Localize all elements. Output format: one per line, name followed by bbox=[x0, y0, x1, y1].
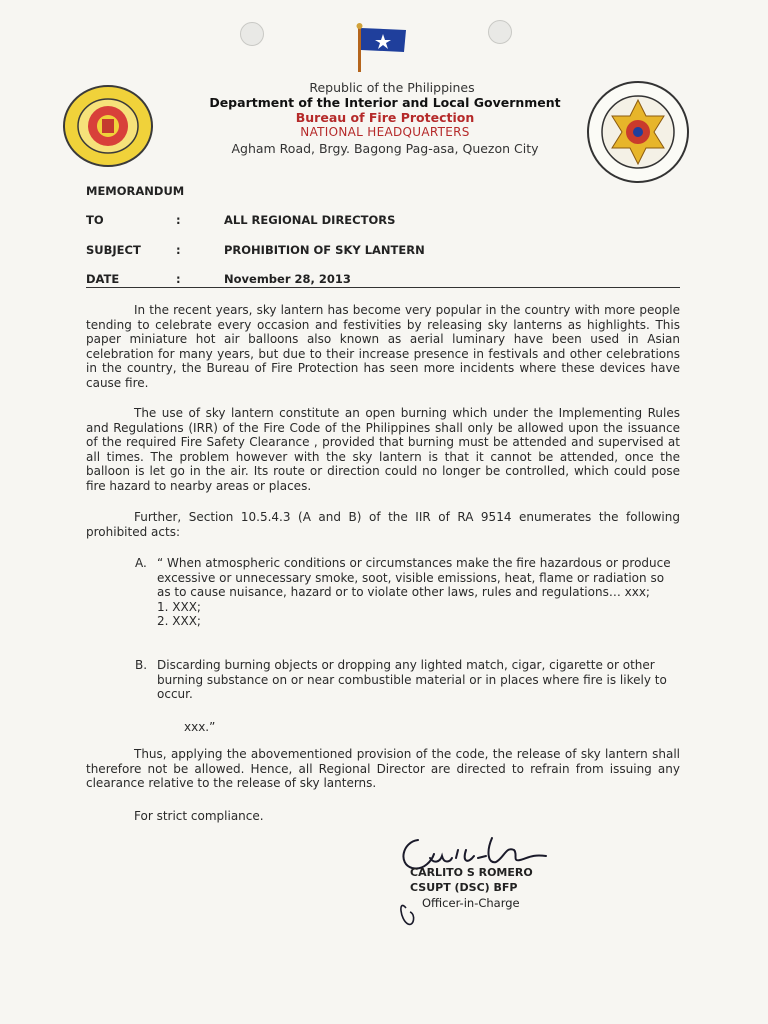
paragraph-2 bbox=[86, 406, 680, 494]
flag-icon bbox=[352, 22, 412, 74]
item-b-marker: B. bbox=[135, 658, 148, 672]
department-line: Department of the Interior and Local Government bbox=[209, 95, 561, 110]
address-line: Agham Road, Brgy. Bagong Pag-asa, Quezon City bbox=[231, 141, 539, 156]
paragraph-2-text: The use of sky lantern constitute an open burning which under the Implementing Rules and Regulations (IRR) of the Fire Code of the Philippines shall only be allowed upon the issuance of the required Fire Safety Clearance , provided that burning must be attended and supervised at all times. The problem however with the sky lantern is that it cannot be attended, once the balloon is let go in the air. Its route or direction could no longer be controlled, which could pose fire hazard to nearby areas or places. bbox=[86, 406, 680, 493]
prohibited-act-b bbox=[135, 658, 685, 706]
date-label: DATE bbox=[86, 272, 120, 286]
to-label: TO bbox=[86, 213, 104, 227]
letterhead bbox=[190, 80, 580, 156]
punch-hole bbox=[240, 22, 264, 46]
paragraph-3 bbox=[86, 510, 680, 539]
dilg-seal-icon bbox=[62, 84, 154, 168]
item-a-marker: A. bbox=[135, 556, 147, 570]
date-value: November 28, 2013 bbox=[224, 272, 351, 286]
paragraph-5 bbox=[86, 809, 680, 824]
signatory-rank: CSUPT (DSC) BFP bbox=[410, 881, 518, 894]
memo-title: MEMORANDUM bbox=[86, 184, 185, 198]
quote-close: xxx.” bbox=[184, 720, 216, 734]
office-line: NATIONAL HEADQUARTERS bbox=[300, 125, 470, 139]
paragraph-4 bbox=[86, 747, 680, 791]
paragraph-3-text: Further, Section 10.5.4.3 (A and B) of the IIR of RA 9514 enumerates the following prohibited acts: bbox=[86, 510, 680, 539]
paragraph-5-text: For strict compliance. bbox=[134, 809, 264, 823]
signatory-role: Officer-in-Charge bbox=[422, 896, 520, 910]
colon: : bbox=[176, 243, 181, 257]
item-a-body: “ When atmospheric conditions or circumstances make the fire hazardous or produce excessive or unnecessary smoke, soot, visible emissions, heat, flame or radiation so as to cause nuisance, hazard or to violate other laws, rules and regulations… xxx; bbox=[157, 556, 671, 600]
item-a-sub-2: 2. XXX; bbox=[157, 614, 201, 629]
colon: : bbox=[176, 213, 181, 227]
paragraph-1 bbox=[86, 303, 680, 391]
prohibited-act-a bbox=[135, 556, 685, 650]
to-value: ALL REGIONAL DIRECTORS bbox=[224, 213, 396, 227]
header-divider bbox=[86, 287, 680, 288]
colon: : bbox=[176, 272, 181, 286]
bureau-line: Bureau of Fire Protection bbox=[295, 110, 475, 125]
item-b-text: Discarding burning objects or dropping any lighted match, cigar, cigarette or other burning substance on or near combustible material or in places where fire is likely to occur. bbox=[157, 658, 667, 702]
paragraph-1-text: In the recent years, sky lantern has become very popular in the country with more people tending to celebrate every occasion and festivities by releasing sky lanterns as highlights. This paper miniature hot air balloons also known as aerial luminary have been used in Asian celebration for many years, but due to their increase presence in festivals and other celebrations in the country, the Bureau of Fire Protection has seen more incidents where these devices have cause fire. bbox=[86, 303, 680, 390]
paragraph-4-text: Thus, applying the abovementioned provision of the code, the release of sky lantern shall therefore not be allowed. Hence, all Regional Director are directed to refrain from issuing any clearance relative to the release of sky lanterns. bbox=[86, 747, 680, 791]
bfp-seal-icon bbox=[586, 80, 690, 184]
item-a-sub-1: 1. XXX; bbox=[157, 599, 201, 614]
punch-hole bbox=[488, 20, 512, 44]
republic-line: Republic of the Philippines bbox=[309, 80, 475, 95]
item-a-text bbox=[157, 556, 677, 629]
subject-label: SUBJECT bbox=[86, 243, 141, 257]
signatory-name: CARLITO S ROMERO bbox=[410, 866, 533, 879]
subject-value: PROHIBITION OF SKY LANTERN bbox=[224, 243, 425, 257]
